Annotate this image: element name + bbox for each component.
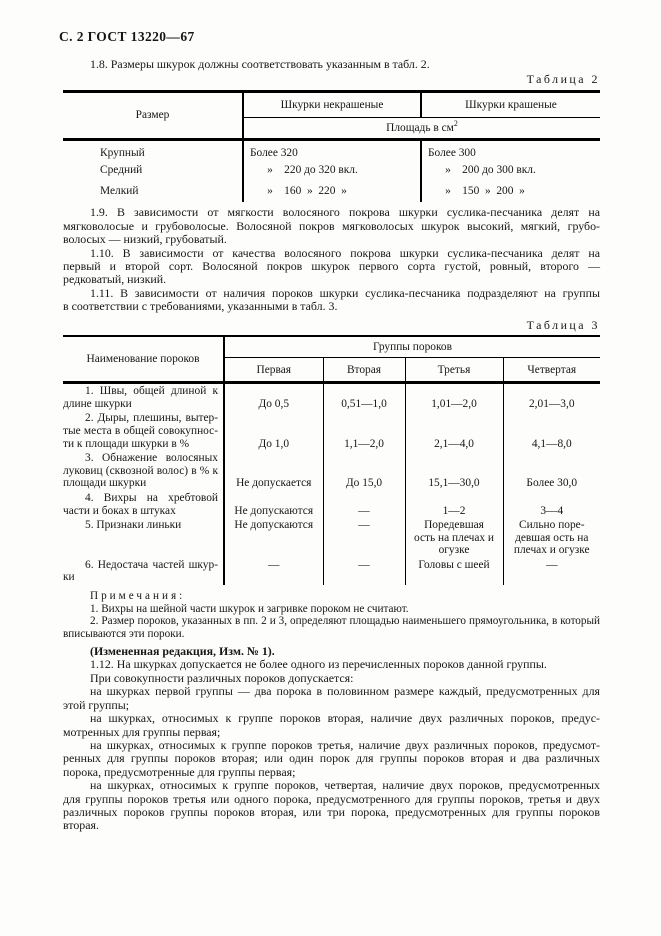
defect-seams: 1. Швы, общей длиной к длине шкурки: [63, 383, 224, 412]
defect-cowlicks-g1: Не допускаются: [234, 504, 314, 517]
size-large-undyed: Более 320: [243, 139, 421, 160]
size-medium: Средний: [100, 164, 143, 177]
area-superscript: 2: [453, 119, 458, 129]
defect-exposed-roots-g2: До 15,0: [323, 451, 405, 491]
defect-seams-g4: 2,01—3,0: [503, 383, 600, 412]
para-1-12-line: При совокупности различных пороков допускается:: [90, 670, 354, 685]
para-1-12-block: [63, 658, 600, 832]
table-2-area-header: [243, 117, 600, 139]
defect-molting: 5. Признаки линьки: [63, 518, 224, 558]
para-1-8: 1.8. Размеры шкурок должны соответствовать указанным в табл. 2.: [90, 57, 430, 71]
table-row: [63, 451, 600, 491]
defect-molting-g2: —: [323, 518, 405, 558]
defect-cowlicks-g2: —: [323, 491, 405, 518]
para-1-12-line: этой группы;: [63, 697, 130, 712]
notes-title: Примечания:: [90, 590, 186, 603]
table-2: [63, 90, 600, 203]
para-1-11-line-2: в соответствии с требованиями, указанными в табл. 3.: [63, 299, 338, 314]
para-1-10-line-2: первый и второй сорт. Волосяной покров шкурок первого сорта густой, ровный, второго —: [63, 258, 600, 273]
defect-missing-parts-g1: —: [268, 558, 280, 571]
group-second: Вторая: [323, 357, 405, 383]
para-1-12-line: различных пороков группы пороков вторая, или три порока, предусмотренных для группы пороков: [63, 804, 600, 819]
defect-cowlicks: 4. Вихры на хребтовой части и боках в штуках: [63, 491, 224, 518]
para-1-10-line-3: редковатый, низкий.: [63, 272, 167, 287]
para-1-9-line-1: 1.9. В зависимости от мягкости волосяного покрова шкурки суслика-песчаника делят на: [90, 205, 600, 220]
group-fourth: Четвертая: [503, 357, 600, 383]
table-3-header-row-1: [63, 336, 600, 357]
defect-holes-g2: 1,1—2,0: [323, 411, 405, 451]
para-1-12-line: для группы пороков третья или одного порока, предусмотренного для группы пороков, третья и двух: [63, 791, 600, 806]
table-3-caption: Таблица 3: [526, 317, 600, 332]
table-row: [63, 518, 600, 558]
group-first: Первая: [224, 357, 323, 383]
defect-holes-g1: До 1,0: [258, 437, 290, 450]
para-1-9-line-2: мягковолосые и грубоволосые. Волосяной покров мягковолосых шкурок высокий, мягкий, грубо-: [63, 218, 600, 233]
defect-missing-parts-g4: —: [503, 558, 600, 585]
table-row: [63, 558, 600, 585]
defect-exposed-roots-g4: Более 30,0: [503, 451, 600, 491]
para-1-12-line: порока, предусмотренные для группы первая;: [63, 764, 296, 779]
defect-exposed-roots-g3: 15,1—30,0: [405, 451, 503, 491]
amendment-note: (Измененная редакция, Изм. № 1).: [90, 644, 275, 659]
para-1-12-line: на шкурках первой группы — два порока в половинном размере каждый, предусмотренных для: [90, 684, 600, 699]
para-1-12-line: на шкурках, относимых к группе пороков вторая, наличие двух различных пороков, предус-: [90, 711, 600, 726]
table-3: [63, 335, 600, 585]
size-large-dyed: Более 300: [421, 139, 600, 160]
defect-exposed-roots-g1: Не допускается: [236, 477, 312, 490]
table-2-col-undyed: Шкурки некрашеные: [243, 91, 421, 117]
defect-missing-parts-g3: Головы с шеей: [405, 558, 503, 585]
note-2-line-1: 2. Размер пороков, указанных в пп. 2 и 3, определяют площадью наименьшего прямоугольника, в который: [90, 615, 600, 628]
table-2-col-dyed: Шкурки крашеные: [421, 91, 600, 117]
table-3-col-groups: Группы пороков: [224, 336, 600, 357]
table-row: [63, 411, 600, 451]
note-1: 1. Вихры на шейной части шкурок и загривке пороком не считают.: [90, 602, 409, 615]
defect-holes: 2. Дыры, плешины, вытер- тые места в общей совокупнос- ти к площади шкурки в %: [63, 411, 224, 451]
size-small-dyed: » 150 » 200 »: [421, 181, 600, 202]
defect-molting-g1: Не допускаются: [234, 519, 314, 532]
size-small: Мелкий: [100, 185, 139, 198]
defect-missing-parts: 6. Недостача частей шкур- ки: [63, 558, 224, 585]
group-third: Третья: [405, 357, 503, 383]
para-1-12-line: на шкурках, относимых к группе пороков третья, наличие двух различных пороков, предусмот-: [90, 737, 600, 752]
defect-exposed-roots: 3. Обнажение волосяных луковиц (сквозной волос) в % к площади шкурки: [63, 451, 224, 491]
page-content: [63, 58, 600, 833]
para-1-10-line-1: 1.10. В зависимости от качества волосяного покрова шкурки суслика-песчаника делят на: [90, 245, 600, 260]
para-1-9-line-3: волосых — низкий, грубоватый.: [63, 232, 227, 247]
defect-holes-g3: 2,1—4,0: [405, 411, 503, 451]
defect-seams-g1: До 0,5: [258, 397, 290, 410]
area-label: Площадь в см: [386, 121, 454, 134]
size-medium-undyed: » 220 до 320 вкл.: [243, 160, 421, 181]
table-row: [63, 160, 600, 181]
para-1-12-line: ренных для группы пороков вторая; или один порок для группы пороков вторая и два различных: [63, 751, 600, 766]
para-1-12-line: мотренных для группы первая;: [63, 724, 221, 739]
para-1-12-line: вторая.: [63, 818, 99, 833]
defect-missing-parts-g2: —: [323, 558, 405, 585]
table-row: [63, 383, 600, 412]
defect-seams-g2: 0,51—1,0: [323, 383, 405, 412]
para-1-12-line: 1.12. На шкурках допускается не более одного из перечисленных пороков данной группы.: [90, 657, 547, 672]
table-row: [63, 181, 600, 202]
table-row: [63, 491, 600, 518]
table-row: [63, 139, 600, 160]
table-2-header-row-1: [63, 91, 600, 117]
size-medium-dyed: » 200 до 300 вкл.: [421, 160, 600, 181]
table-3-col-defect-name: Наименование пороков: [63, 336, 224, 383]
size-small-undyed: » 160 » 220 »: [243, 181, 421, 202]
table-2-col-size: Размер: [63, 91, 243, 139]
para-1-12-line: на шкурках, относимых к группе пороков, четвертая, наличие двух пороков, предусмотренных: [90, 778, 600, 793]
para-1-11-line-1: 1.11. В зависимости от наличия пороков шкурки суслика-песчаника подразделяют на группы: [90, 285, 600, 300]
notes-block: [63, 590, 600, 640]
defect-cowlicks-g3: 1—2: [405, 491, 503, 518]
defect-molting-g3: Поредевшая ость на плечах и огузке: [405, 518, 503, 558]
size-large: Крупный: [100, 146, 145, 159]
note-2-line-2: вписываются эти пороки.: [63, 627, 185, 640]
table-2-caption: Таблица 2: [526, 72, 600, 87]
defect-molting-g4: Сильно поре- девшая ость на плечах и огузке: [503, 518, 600, 558]
defect-seams-g3: 1,01—2,0: [405, 383, 503, 412]
page-header: С. 2 ГОСТ 13220—67: [59, 29, 195, 44]
defect-holes-g4: 4,1—8,0: [503, 411, 600, 451]
defect-cowlicks-g4: 3—4: [503, 491, 600, 518]
